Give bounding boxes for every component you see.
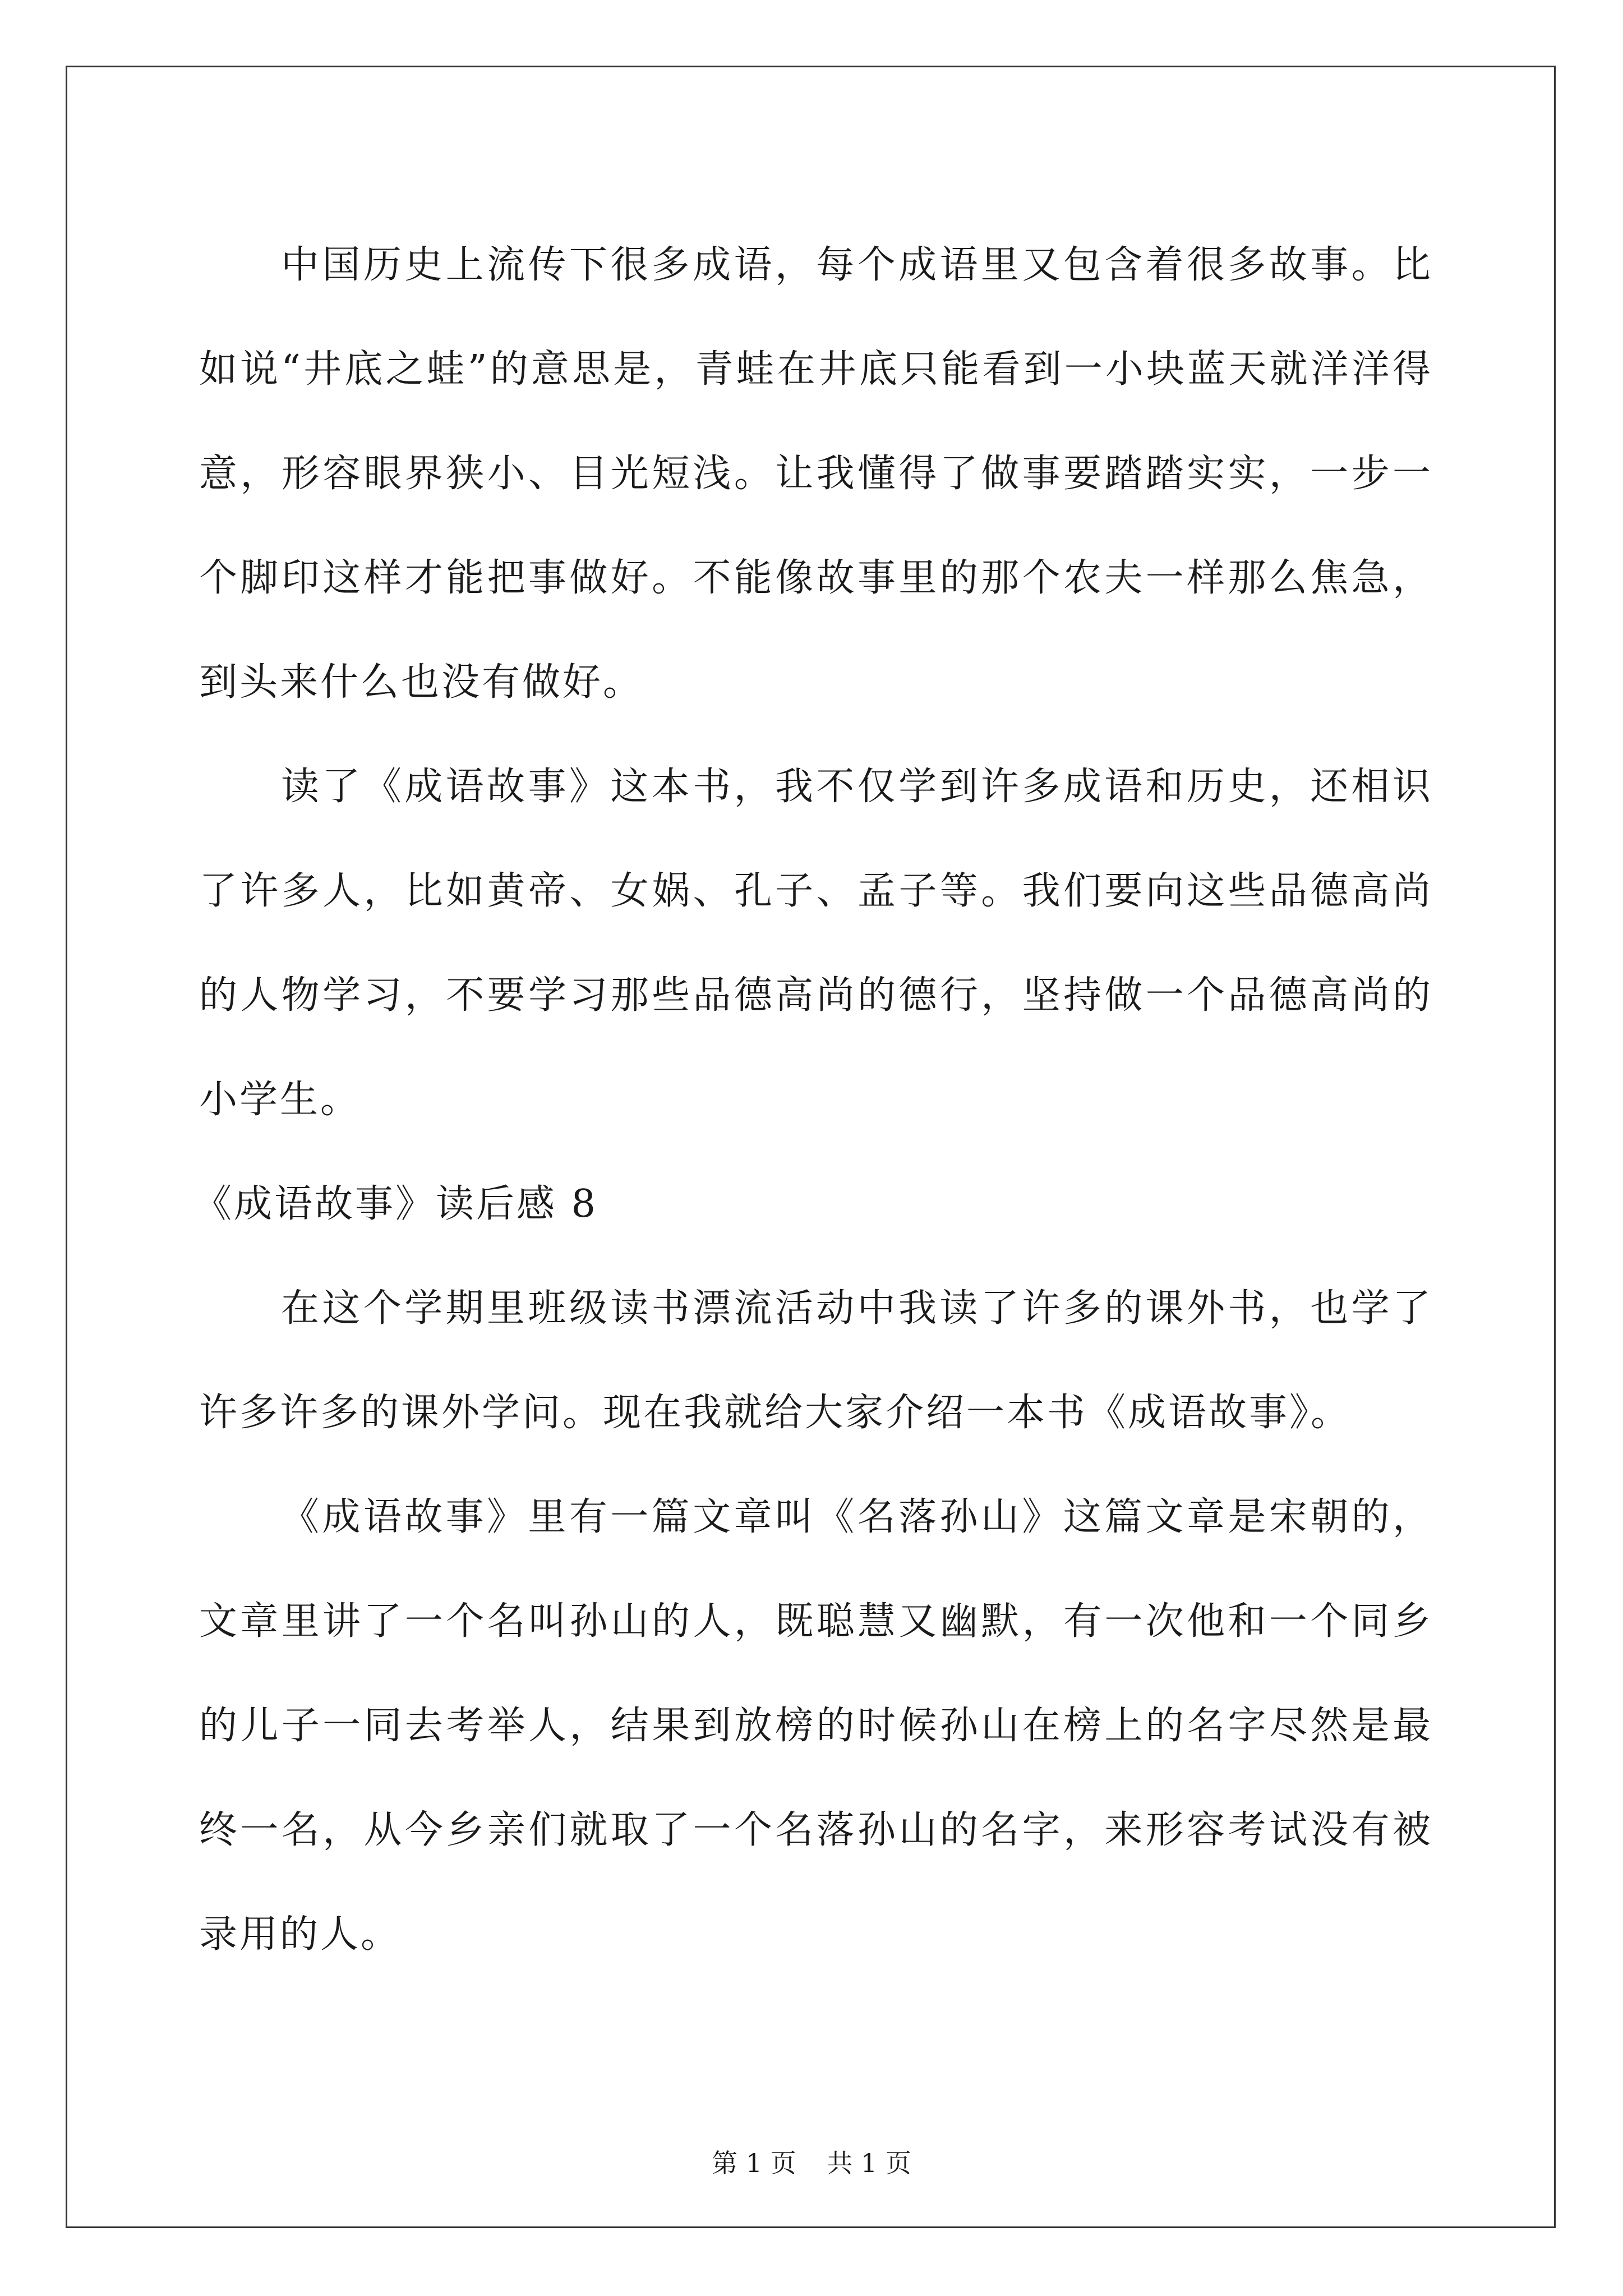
paragraph: 在这个学期里班级读书漂流活动中我读了许多的课外书，也学了许多许多的课外学问。现在我就给大家介绍一本书《成语故事》。: [199, 1286, 1433, 1435]
page-footer: [0, 2143, 1623, 2180]
document-body: [193, 213, 1433, 1987]
paragraph: 读了《成语故事》这本书，我不仅学到许多成语和历史，还相识了许多人，比如黄帝、女娲、孔子、孟子等。我们要向这些品德高尚的人物学习，不要学习那些品德高尚的德行，坚持做一个品德高尚的小学生。: [199, 765, 1433, 1122]
paragraph: 中国历史上流传下很多成语，每个成语里又包含着很多故事。比如说“井底之蛙”的意思是，青蛙在井底只能看到一小块蓝天就洋洋得意，形容眼界狭小、目光短浅。让我懂得了做事要踏踏实实，一步一个脚印这样才能把事做好。不能像故事里的那个农夫一样那么焦急，到头来什么也没有做好。: [199, 243, 1433, 705]
section-heading: 《成语故事》读后感 8: [193, 1182, 598, 1226]
paragraph: 《成语故事》里有一篇文章叫《名落孙山》这篇文章是宋朝的，文章里讲了一个名叫孙山的人，既聪慧又幽默，有一次他和一个同乡的儿子一同去考举人，结果到放榜的时候孙山在榜上的名字尽然是最终一名，从今乡亲们就取了一个名落孙山的名字，来形容考试没有被录用的人。: [199, 1495, 1433, 1957]
page-total: 共 1 页: [827, 2148, 911, 2178]
page-number: 第 1 页: [712, 2148, 796, 2178]
